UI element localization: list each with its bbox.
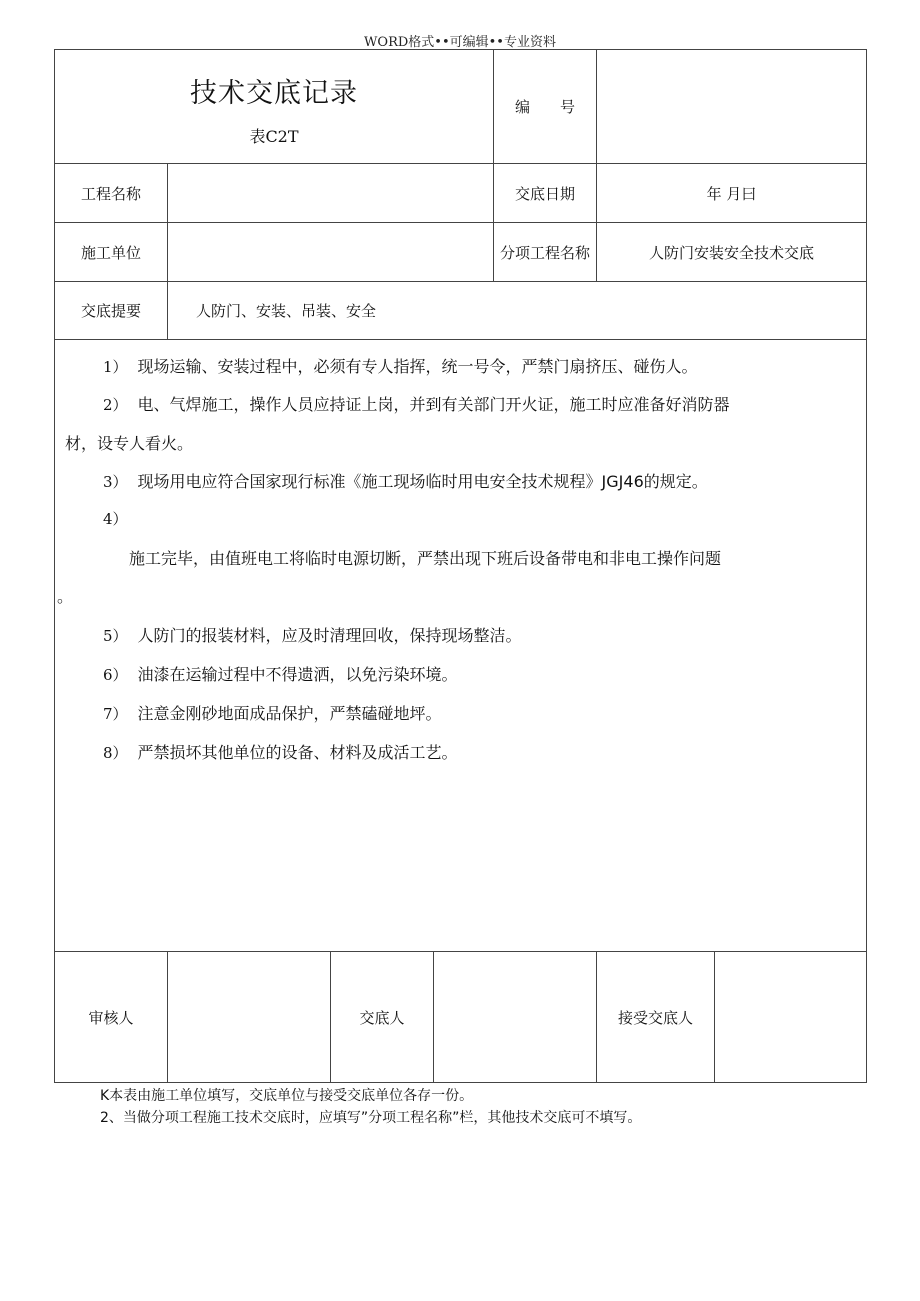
form-title: 技术交底记录 [190,77,358,109]
number-label: 编 号 [494,50,597,164]
list-item: 2） 电、气焊施工，操作人员应持证上岗，并到有关部门开火证，施工时应准备好消防器 [103,395,730,414]
list-item-continuation: 。 [57,587,74,606]
list-item: 6） 油漆在运输过程中不得遗洒，以免污染环境。 [103,665,458,684]
technical-briefing-form [54,49,867,1083]
sub-project-label: 分项工程名称 [494,223,597,282]
receiver-label: 接受交底人 [597,952,715,1083]
form-code: 表C2T [249,126,299,146]
list-item: 5） 人防门的报装材料，应及时清理回收，保持现场整洁。 [103,626,522,645]
unit-label: 施工单位 [55,223,168,282]
footnote-2: 2、当做分项工程施工技术交底时，应填写”分项工程名称”栏，其他技术交底可不填写。 [100,1110,642,1126]
date-value[interactable]: 年 月曰 [597,164,867,223]
presenter-label: 交底人 [331,952,434,1083]
project-name-value[interactable] [168,164,494,223]
presenter-signature[interactable] [434,952,597,1083]
footnotes [100,1085,641,1129]
list-item: 施工完毕，由值班电工将临时电源切断，严禁出现下班后设备带电和非电工操作问题 [129,549,722,568]
list-item: 3） 现场用电应符合国家现行标准《施工现场临时用电安全技术规程》JGJ46的规定。 [103,472,708,491]
footnote-1: K本表由施工单位填写，交底单位与接受交底单位各存一份。 [100,1088,474,1104]
list-item: 4） [103,510,128,528]
receiver-signature[interactable] [715,952,867,1083]
date-label: 交底日期 [494,164,597,223]
summary-label: 交底提要 [55,282,168,340]
title-cell [55,50,494,164]
list-item: 8） 严禁损坏其他单位的设备、材料及成活工艺。 [103,743,458,762]
reviewer-label: 审核人 [55,952,168,1083]
document-header: WORD格式••可编辑••专业资料 [364,35,556,50]
list-item-continuation: 材，设专人看火。 [65,434,194,453]
number-value[interactable] [597,50,867,164]
project-name-label: 工程名称 [55,164,168,223]
briefing-content [55,340,867,952]
sub-project-value[interactable]: 人防门安装安全技术交底 [597,223,867,282]
summary-value[interactable]: 人防门、安装、吊装、安全 [168,282,867,340]
list-item: 1） 现场运输、安装过程中，必须有专人指挥，统一号令，严禁门扇挤压、碰伤人。 [103,357,698,376]
unit-value[interactable] [168,223,494,282]
list-item: 7） 注意金刚砂地面成品保护，严禁磕碰地坪。 [103,704,442,723]
reviewer-signature[interactable] [168,952,331,1083]
